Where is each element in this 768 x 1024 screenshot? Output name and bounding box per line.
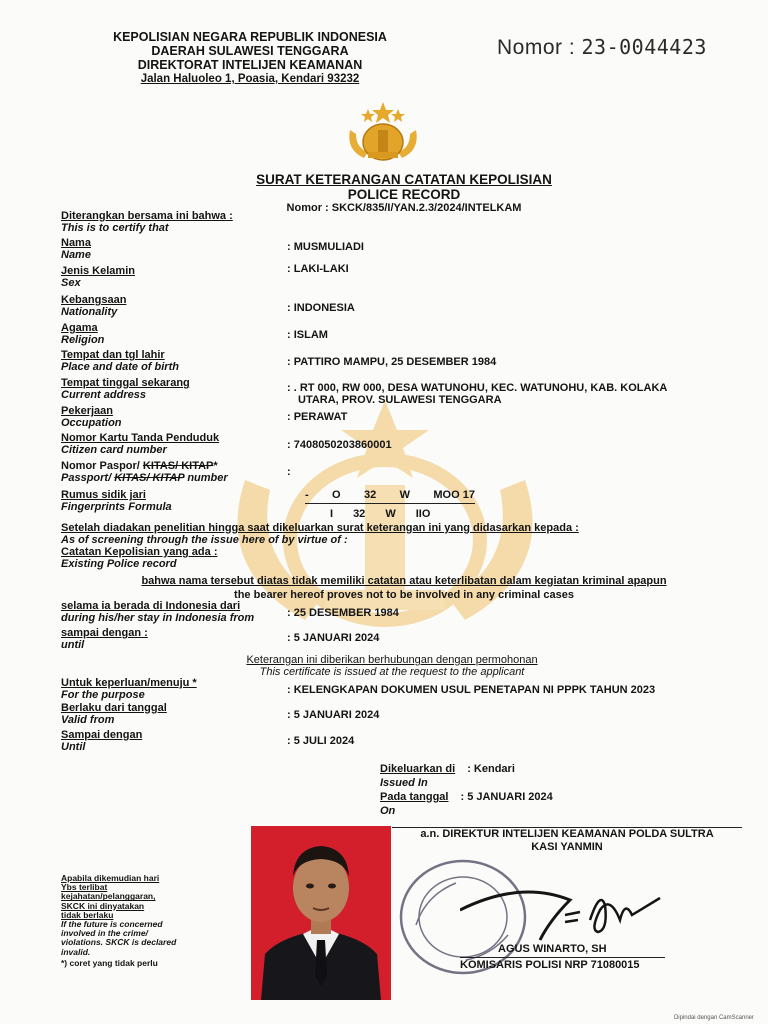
scanner-watermark: Dipindai dengan CamScanner bbox=[673, 1015, 754, 1021]
field-value-birth: : PATTIRO MAMPU, 25 DESEMBER 1984 bbox=[287, 356, 497, 368]
address-line-1: : . RT 000, RW 000, DESA WATUNOHU, KEC. WATUNOHU, KAB. KOLAKA bbox=[287, 382, 668, 394]
stay-until-value: : 5 JANUARI 2024 bbox=[287, 632, 380, 644]
stay-until-label: sampai dengan : until bbox=[61, 627, 148, 651]
signatory-office: a.n. DIREKTUR INTELIJEN KEAMANAN POLDA SULTRA KASI YANMIN bbox=[420, 828, 714, 853]
intro-en: This is to certify that bbox=[61, 222, 169, 234]
screening-text: Setelah diadakan penelitian hingga saat dikeluarkan surat keterangan ini yang didasarkan kepada : As of screening through the issue here of by virtue of : bbox=[61, 522, 579, 546]
intro-text bbox=[61, 210, 233, 234]
fingerprint-row-1: - O 32 W MOO 17 bbox=[305, 489, 475, 504]
signatory-name-rule bbox=[460, 957, 665, 958]
letterhead-line-2: DAERAH SULAWESI TENGGARA bbox=[151, 44, 349, 58]
field-value-address bbox=[287, 382, 667, 406]
statement-en: the bearer hereof proves not to be involved in any criminal cases bbox=[234, 589, 574, 601]
document-title bbox=[0, 172, 768, 214]
field-value-nationality: : INDONESIA bbox=[287, 302, 355, 314]
intro-id: Diterangkan bersama ini bahwa : bbox=[61, 210, 233, 222]
police-emblem-icon bbox=[342, 100, 424, 166]
field-value-religion: : ISLAM bbox=[287, 329, 328, 341]
issued-date: Pada tanggal : 5 JANUARI 2024 On bbox=[380, 791, 553, 817]
valid-until-label: Sampai dengan Until bbox=[61, 729, 143, 753]
purpose-value: : KELENGKAPAN DOKUMEN USUL PENETAPAN NI PPPK TAHUN 2023 bbox=[287, 684, 656, 696]
valid-from-value: : 5 JANUARI 2024 bbox=[287, 709, 380, 721]
field-label-id-card: Nomor Kartu Tanda Penduduk Citizen card number bbox=[61, 432, 220, 456]
letterhead-address: Jalan Haluoleo 1, Poasia, Kendari 93232 bbox=[140, 73, 360, 85]
field-label-fingerprint: Rumus sidik jari Fingerprints Formula bbox=[61, 489, 172, 513]
statement-id: bahwa nama tersebut diatas tidak memiliki catatan atau keterlibatan dalam kegiatan kriminal apapun bbox=[141, 575, 667, 587]
field-value-passport: : bbox=[287, 466, 291, 478]
issued-place: Dikeluarkan di : Kendari Issued In bbox=[380, 763, 515, 789]
portrait-icon bbox=[251, 826, 391, 1000]
letterhead bbox=[0, 30, 500, 86]
letterhead-line-1: KEPOLISIAN NEGARA REPUBLIK INDONESIA bbox=[113, 30, 387, 44]
signatory-rank: KOMISARIS POLISI NRP 71080015 bbox=[460, 959, 640, 971]
fingerprint-row-2: I 32 W IIO bbox=[330, 508, 431, 520]
field-label-passport: Nomor Paspor/ KITAS/ KITAP* Passport/ KITAS/ KITAP number bbox=[61, 460, 228, 484]
request-text bbox=[0, 654, 768, 678]
fingerprint-formula bbox=[305, 489, 475, 520]
valid-until-value: : 5 JULI 2024 bbox=[287, 735, 355, 747]
field-label-nationality: Kebangsaan Nationality bbox=[61, 294, 127, 318]
field-value-occupation: : PERAWAT bbox=[287, 411, 348, 423]
title-main: SURAT KETERANGAN CATATAN KEPOLISIAN bbox=[256, 172, 552, 187]
field-label-name: Nama Name bbox=[61, 237, 91, 261]
valid-from-label: Berlaku dari tanggal Valid from bbox=[61, 702, 167, 726]
field-value-sex: : LAKI-LAKI bbox=[287, 263, 349, 275]
title-english: POLICE RECORD bbox=[347, 187, 461, 202]
signature-icon bbox=[460, 880, 670, 950]
record-text: Catatan Kepolisian yang ada : Existing Police record bbox=[61, 546, 218, 570]
field-value-name: : MUSMULIADI bbox=[287, 241, 364, 253]
signatory-name: AGUS WINARTO, SH bbox=[498, 943, 607, 955]
serial-number bbox=[497, 35, 707, 60]
field-label-address: Tempat tinggal sekarang Current address bbox=[61, 377, 190, 401]
stay-from-value: : 25 DESEMBER 1984 bbox=[287, 607, 399, 619]
stay-from-label: selama ia berada di Indonesia dari during his/her stay in Indonesia from bbox=[61, 600, 255, 624]
request-en: This certificate is issued at the request to the applicant bbox=[259, 666, 525, 678]
footnote: Apabila dikemudian hari Ybs terlibat kejahatan/pelanggaran, SKCK ini dinyatakan tidak berlaku If the future is concerned involved in the crime/ violations. SKCK is declared invalid. *) coret yang tidak perlu bbox=[61, 873, 177, 968]
serial-number-value: 23-0044423 bbox=[581, 35, 707, 59]
field-label-birth: Tempat dan tgl lahir Place and date of birth bbox=[61, 349, 179, 373]
request-id: Keterangan ini diberikan berhubungan dengan permohonan bbox=[246, 654, 538, 666]
purpose-label: Untuk keperluan/menuju * For the purpose bbox=[61, 677, 197, 701]
applicant-photo bbox=[251, 826, 391, 1000]
title-number: Nomor : SKCK/835/I/YAN.2.3/2024/INTELKAM bbox=[286, 202, 522, 214]
serial-number-label: Nomor : bbox=[497, 36, 582, 59]
field-label-sex: Jenis Kelamin Sex bbox=[61, 265, 135, 289]
field-value-id-card: : 7408050203860001 bbox=[287, 439, 392, 451]
letterhead-line-3: DIREKTORAT INTELIJEN KEAMANAN bbox=[137, 58, 363, 72]
field-label-religion: Agama Religion bbox=[61, 322, 105, 346]
statement bbox=[0, 574, 768, 602]
address-line-2: UTARA, PROV. SULAWESI TENGGARA bbox=[298, 394, 502, 406]
field-label-occupation: Pekerjaan Occupation bbox=[61, 405, 122, 429]
